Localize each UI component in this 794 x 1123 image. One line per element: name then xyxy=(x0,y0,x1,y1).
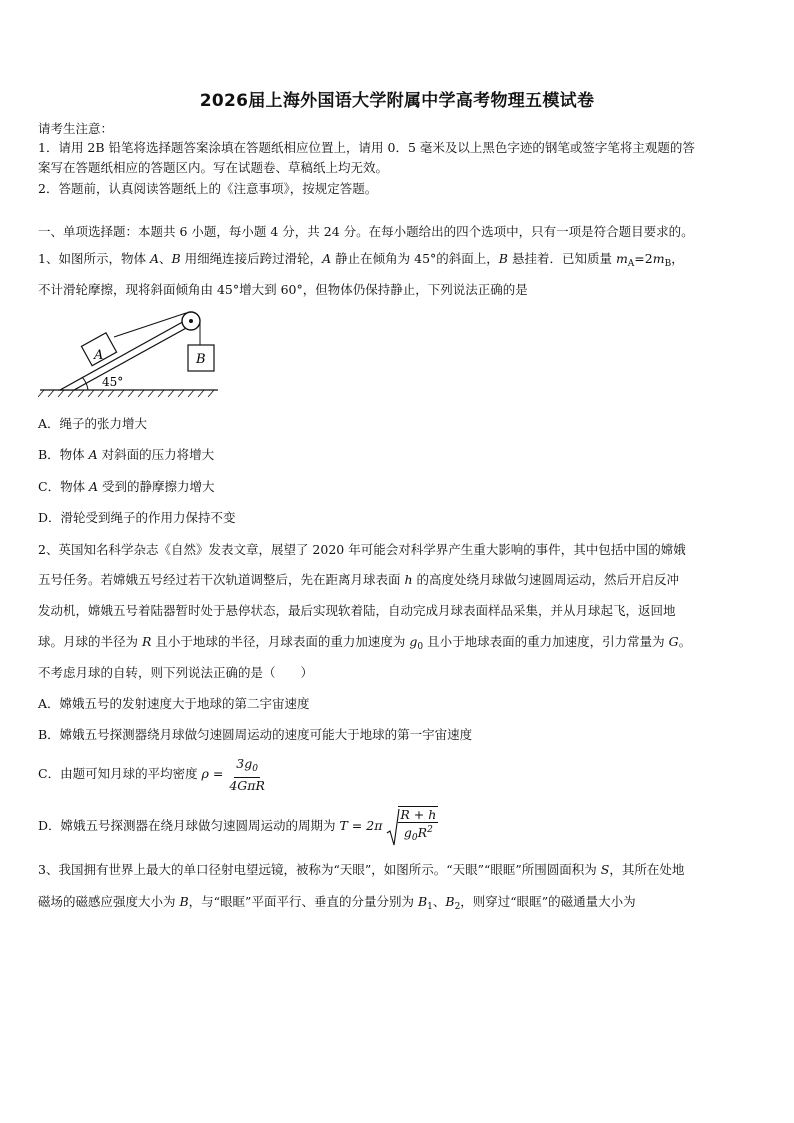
q2-text: 五号任务。若嫦娥五号经过若干次轨道调整后，先在距离月球表面 xyxy=(38,572,405,587)
q3-text: ，与“眼眶”平面平行、垂直的分量分别为 xyxy=(188,894,418,909)
q1-text: =2 xyxy=(634,251,653,266)
fraction-numerator xyxy=(234,756,260,778)
label-A: A xyxy=(94,348,104,363)
var-R: R xyxy=(141,634,152,649)
option-text: 对斜面的压力将增大 xyxy=(97,447,215,462)
den-g: g xyxy=(403,825,412,841)
q1-text: 1、如图所示，物体 xyxy=(38,251,150,266)
q1-figure-incline-pulley xyxy=(38,305,228,400)
var-A: A xyxy=(88,447,98,462)
q2-option-d xyxy=(38,804,438,848)
q2-text: 且小于地球的半径，月球表面的重力加速度为 xyxy=(151,634,410,649)
subscript: 0 xyxy=(411,833,418,844)
notice-heading: 请考生注意： xyxy=(38,121,114,136)
subscript: 2 xyxy=(454,902,461,912)
q1-text: ， xyxy=(671,251,684,266)
q1-text: 用细绳连接后跨过滑轮， xyxy=(180,251,323,266)
q1-text: 悬挂着．已知质量 xyxy=(507,251,616,266)
var-A: A xyxy=(322,251,332,266)
q1-option-b xyxy=(38,446,214,464)
var-B: B xyxy=(179,894,189,909)
option-text: D．嫦娥五号探测器在绕月球做匀速圆周运动的周期为 xyxy=(38,818,340,833)
var-m: m xyxy=(615,251,628,266)
ground-hatching xyxy=(38,390,214,397)
formula-density-fraction xyxy=(227,756,267,793)
var-g: g xyxy=(409,634,418,649)
notice-item-2: 2．答题前，认真阅读答题纸上的《注意事项》，按规定答题。 xyxy=(38,181,378,196)
option-text: C．物体 xyxy=(38,479,90,494)
var-B2: B xyxy=(445,894,455,909)
q3-text: ，则穿过“眼眶”的磁通量大小为 xyxy=(460,894,636,909)
option-text: C．由题可知月球的平均密度 xyxy=(38,766,202,781)
q3-stem-line2 xyxy=(38,893,758,916)
var-m: m xyxy=(652,251,665,266)
q3-text: 、 xyxy=(432,894,446,909)
q3-text: 3、我国拥有世界上最大的单口径射电望远镜，被称为“天眼”，如图所示。“天眼”“眼眶”所围圆面积为 xyxy=(38,862,601,877)
q2-stem-line4 xyxy=(38,633,758,656)
var-B1: B xyxy=(417,894,428,909)
incline xyxy=(60,319,188,390)
section-heading: 一、单项选择题：本题共 6 小题，每小题 4 分，共 24 分。在每小题给出的四个选项中，只有一项是符合题目要求的。 xyxy=(38,224,694,239)
q3-text: ，其所在处地 xyxy=(609,862,685,877)
option-text: 受到的静摩擦力增大 xyxy=(98,479,215,494)
q2-option-a: A．嫦娥五号的发射速度大于地球的第二宇宙速度 xyxy=(38,696,310,711)
q1-option-d: D．滑轮受到绳子的作用力保持不变 xyxy=(38,510,236,525)
pulley-axle xyxy=(189,319,193,323)
fraction-denominator: 4GπR xyxy=(229,778,265,793)
fraction-denominator xyxy=(402,823,435,846)
exam-title: 2026届上海外国语大学附属中学高考物理五模试卷 xyxy=(199,91,595,111)
q2-stem-line2 xyxy=(38,571,758,589)
q2-stem-line5: 不考虑月球的自转，则下列说法正确的是（ ） xyxy=(38,665,314,680)
subscript: A xyxy=(627,259,635,269)
den-R: R xyxy=(417,825,428,841)
q2-option-c xyxy=(38,756,267,793)
subscript: B xyxy=(664,259,672,269)
numerator-text: 3g xyxy=(236,756,253,771)
q2-text: 球。月球的半径为 xyxy=(38,634,142,649)
var-B: B xyxy=(498,251,508,266)
q2-stem-line3: 发动机，嫦娥五号着陆器暂时处于悬停状态，最后实现软着陆，自动完成月球表面样品采集，并从月球起飞，返回地 xyxy=(38,603,676,618)
var-S: S xyxy=(600,862,610,877)
formula-period-fraction xyxy=(398,806,438,846)
var-A: A xyxy=(149,251,159,266)
fraction-numerator: R + h xyxy=(400,807,437,823)
q1-option-a: A．绳子的张力增大 xyxy=(38,416,148,431)
q2-text: 的高度处绕月球做匀速圆周运动，然后开启反冲 xyxy=(412,572,680,587)
notice-item-1a: 1．请用 2B 铅笔将选择题答案涂填在答题纸相应位置上，请用 0．5 毫米及以上黑色字迹的钢笔或签字笔将主观题的答 xyxy=(38,140,695,155)
q2-text: 且小于地球表面的重力加速度，引力常量为 xyxy=(423,634,669,649)
var-G: G xyxy=(668,634,679,649)
notice-item-1b: 案写在答题纸相应的答题区内。写在试题卷、草稿纸上均无效。 xyxy=(38,160,389,175)
var-h: h xyxy=(404,572,413,587)
q1-text: 静止在倾角为 45°的斜面上， xyxy=(331,251,499,266)
label-B: B xyxy=(196,352,206,367)
var-A: A xyxy=(89,479,99,494)
q2-text: 。 xyxy=(678,634,692,649)
superscript: 2 xyxy=(427,825,433,836)
formula-period: T = 2π xyxy=(339,818,383,833)
option-text: B．物体 xyxy=(38,447,89,462)
formula-rho: ρ = xyxy=(201,766,224,781)
q3-text: 磁场的磁感应强度大小为 xyxy=(38,894,180,909)
var-B: B xyxy=(171,251,181,266)
subscript: 0 xyxy=(252,764,258,774)
q1-stem-line2: 不计滑轮摩擦，现将斜面倾角由 45°增大到 60°，但物体仍保持静止，下列说法正确的是 xyxy=(38,282,528,297)
q1-option-c xyxy=(38,478,215,496)
q1-stem-line1 xyxy=(38,250,758,273)
subscript: 1 xyxy=(427,902,433,912)
q1-text: 、 xyxy=(158,251,172,266)
q2-stem-line1: 2、英国知名科学杂志《自然》发表文章，展望了 2020 年可能会对科学界产生重大影响的事件，其中包括中国的嫦娥 xyxy=(38,542,686,557)
q3-stem-line1 xyxy=(38,861,758,879)
subscript: 0 xyxy=(417,642,424,652)
angle-label: 45° xyxy=(102,375,124,389)
q2-option-b: B．嫦娥五号探测器绕月球做匀速圆周运动的速度可能大于地球的第一宇宙速度 xyxy=(38,727,473,742)
